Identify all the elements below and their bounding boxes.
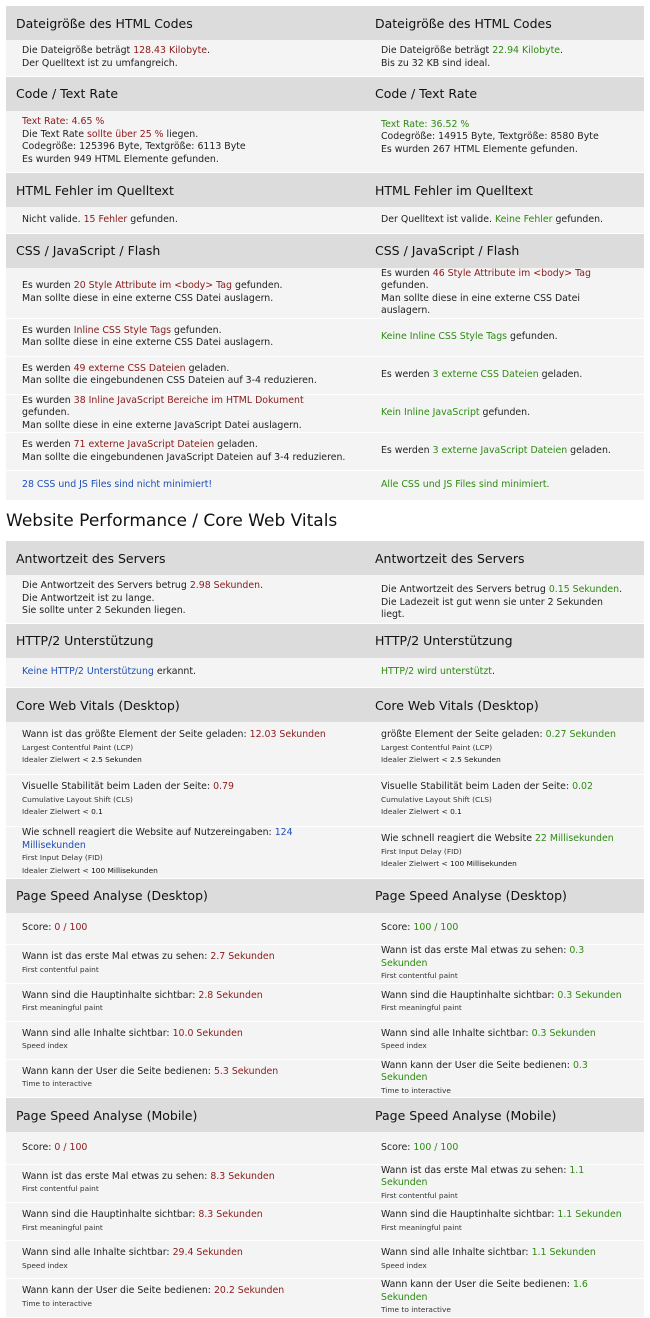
section-header-ratio [6,76,644,111]
cwv-title-right: Core Web Vitals (Desktop) [365,688,644,723]
css-row-external-js: Es werden 71 externe JavaScript Dateien geladen. Man sollte die eingebundenen JavaScript Dateien auf 3-4 reduzieren. Es werden 3 externe JavaScript Dateien geladen. [6,433,644,471]
section-header-psm [6,1098,644,1133]
psd-row-tti: Wann kann der User die Seite bedienen: 5.3 Sekunden Time to interactive Wann kann der User die Seite bedienen: 0.3 Sekunden Time to interactive [6,1059,644,1098]
psd-row-si: Wann sind alle Inhalte sichtbar: 10.0 Sekunden Speed index Wann sind alle Inhalte sichtbar: 0.3 Sekunden Speed index [6,1021,644,1059]
ratio-row [6,111,644,173]
cwv-title-left: Core Web Vitals (Desktop) [6,688,365,723]
css-row-external-css: Es werden 49 externe CSS Dateien geladen. Man sollte die eingebundenen CSS Dateien auf 3-4 reduzieren. Es werden 3 externe CSS Dateien geladen. [6,356,644,394]
psd-row-fmp: Wann sind die Hauptinhalte sichtbar: 2.8 Sekunden First meaningful paint Wann sind die Hauptinhalte sichtbar: 0.3 Sekunden First meaningful paint [6,983,644,1021]
css-title-right: CSS / JavaScript / Flash [365,233,644,268]
server-title-left: Antwortzeit des Servers [6,541,365,575]
psm-row-fcp: Wann ist das erste Mal etwas zu sehen: 8.3 Sekunden First contentful paint Wann ist das erste Mal etwas zu sehen: 1.1 Sekunden First contentful paint [6,1164,644,1203]
ratio-left: Text Rate: 4.65 % Die Text Rate sollte über 25 % liegen. Codegröße: 125396 Byte, Textgröße: 6113 Byte Es wurden 949 HTML Elemente gefunden. [6,111,365,173]
ratio-right: Text Rate: 36.52 % Codegröße: 14915 Byte, Textgröße: 8580 Byte Es wurden 267 HTML Elemente gefunden. [365,111,644,173]
css-title-left: CSS / JavaScript / Flash [6,233,365,268]
psm-row-score: Score: 0 / 100 Score: 100 / 100 [6,1132,644,1164]
cwv-row-cls: Visuelle Stabilität beim Laden der Seite: 0.79 Cumulative Layout Shift (CLS) Idealer Zielwert < 0.1 Visuelle Stabilität beim Laden der Seite: 0.02 Cumulative Layout Shift (CLS) Idealer Zielwert < 0.1 [6,774,644,826]
section-header-psd [6,878,644,913]
cwv-row-fid: Wie schnell reagiert die Website auf Nutzereingaben: 124 Millisekunden First Input Delay (FID) Idealer Zielwert < 100 Millisekunden Wie schnell reagiert die Website 22 Millisekunden First Input Delay (FID) Idealer Zielwert < 100 Millisekunden [6,826,644,878]
errors-left: Nicht valide. 15 Fehler gefunden. [6,207,365,233]
server-title-right: Antwortzeit des Servers [365,541,644,575]
server-row: Die Antwortzeit des Servers betrug 2.98 Sekunden. Die Antwortzeit ist zu lange. Sie sollte unter 2 Sekunden liegen. Die Antwortzeit des Servers betrug 0.15 Sekunden. Die Ladezeit ist gut wenn sie unter 2 Sekunden liegt. [6,575,644,623]
errors-row [6,207,644,233]
psd-row-fcp: Wann ist das erste Mal etwas zu sehen: 2.7 Sekunden First contentful paint Wann ist das erste Mal etwas zu sehen: 0.3 Sekunden First contentful paint [6,945,644,984]
section-header-cwv [6,688,644,723]
css-row-inline-js: Es wurden 38 Inline JavaScript Bereiche im HTML Dokument gefunden. Man sollte diese in eine externe JavaScript Datei auslagern. Kein Inline JavaScript gefunden. [6,394,644,433]
css-row-minified: 28 CSS und JS Files sind nicht minimiert! Alle CSS und JS Files sind minimiert. [6,471,644,501]
filesize-row [6,40,644,76]
psm-row-fmp: Wann sind die Hauptinhalte sichtbar: 8.3 Sekunden First meaningful paint Wann sind die Hauptinhalte sichtbar: 1.1 Sekunden First meaningful paint [6,1203,644,1241]
errors-right: Der Quelltext ist valide. Keine Fehler gefunden. [365,207,644,233]
ratio-title-left: Code / Text Rate [6,76,365,111]
errors-title-left: HTML Fehler im Quelltext [6,173,365,208]
psd-row-score: Score: 0 / 100 Score: 100 / 100 [6,913,644,945]
psm-row-tti: Wann kann der User die Seite bedienen: 20.2 Sekunden Time to interactive Wann kann der User die Seite bedienen: 1.6 Sekunden Time to interactive [6,1279,644,1318]
performance-section-title: Website Performance / Core Web Vitals [6,511,338,531]
section-header-server [6,541,644,575]
cwv-row-lcp: Wann ist das größte Element der Seite geladen: 12.03 Sekunden Largest Contentful Paint (LCP) Idealer Zielwert < 2.5 Sekunden größte Element der Seite geladen: 0.27 Sekunden Largest Contentful Paint (LCP) Idealer Zielwert < 2.5 Sekunden [6,722,644,774]
comparison-table-top [6,6,644,501]
errors-title-right: HTML Fehler im Quelltext [365,173,644,208]
comparison-table-performance [6,541,644,1318]
psm-row-si: Wann sind alle Inhalte sichtbar: 29.4 Sekunden Speed index Wann sind alle Inhalte sichtbar: 1.1 Sekunden Speed index [6,1241,644,1279]
filesize-title-left: Dateigröße des HTML Codes [6,6,365,40]
http2-title-right: HTTP/2 Unterstützung [365,623,644,658]
section-header-http2 [6,623,644,658]
psm-title-right: Page Speed Analyse (Mobile) [365,1098,644,1133]
css-row-style-attr: Es wurden 20 Style Attribute im <body> Tag gefunden. Man sollte diese in eine externe CSS Datei auslagern. Es wurden 46 Style Attribute im <body> Tag gefunden. Man sollte diese in eine externe CSS Datei auslagern. [6,268,644,319]
filesize-left: Die Dateigröße beträgt 128.43 Kilobyte. Der Quelltext ist zu umfangreich. [6,40,365,76]
http2-title-left: HTTP/2 Unterstützung [6,623,365,658]
filesize-right: Die Dateigröße beträgt 22.94 Kilobyte. Bis zu 32 KB sind ideal. [365,40,644,76]
psm-title-left: Page Speed Analyse (Mobile) [6,1098,365,1133]
psd-title-right: Page Speed Analyse (Desktop) [365,878,644,913]
section-header-filesize [6,6,644,40]
section-header-errors [6,173,644,208]
css-row-inline-style: Es wurden Inline CSS Style Tags gefunden. Man sollte diese in eine externe CSS Datei auslagern. Keine Inline CSS Style Tags gefunden. [6,318,644,356]
section-header-css [6,233,644,268]
http2-row: Keine HTTP/2 Unterstützung erkannt. HTTP/2 wird unterstützt. [6,658,644,688]
ratio-title-right: Code / Text Rate [365,76,644,111]
psd-title-left: Page Speed Analyse (Desktop) [6,878,365,913]
filesize-title-right: Dateigröße des HTML Codes [365,6,644,40]
